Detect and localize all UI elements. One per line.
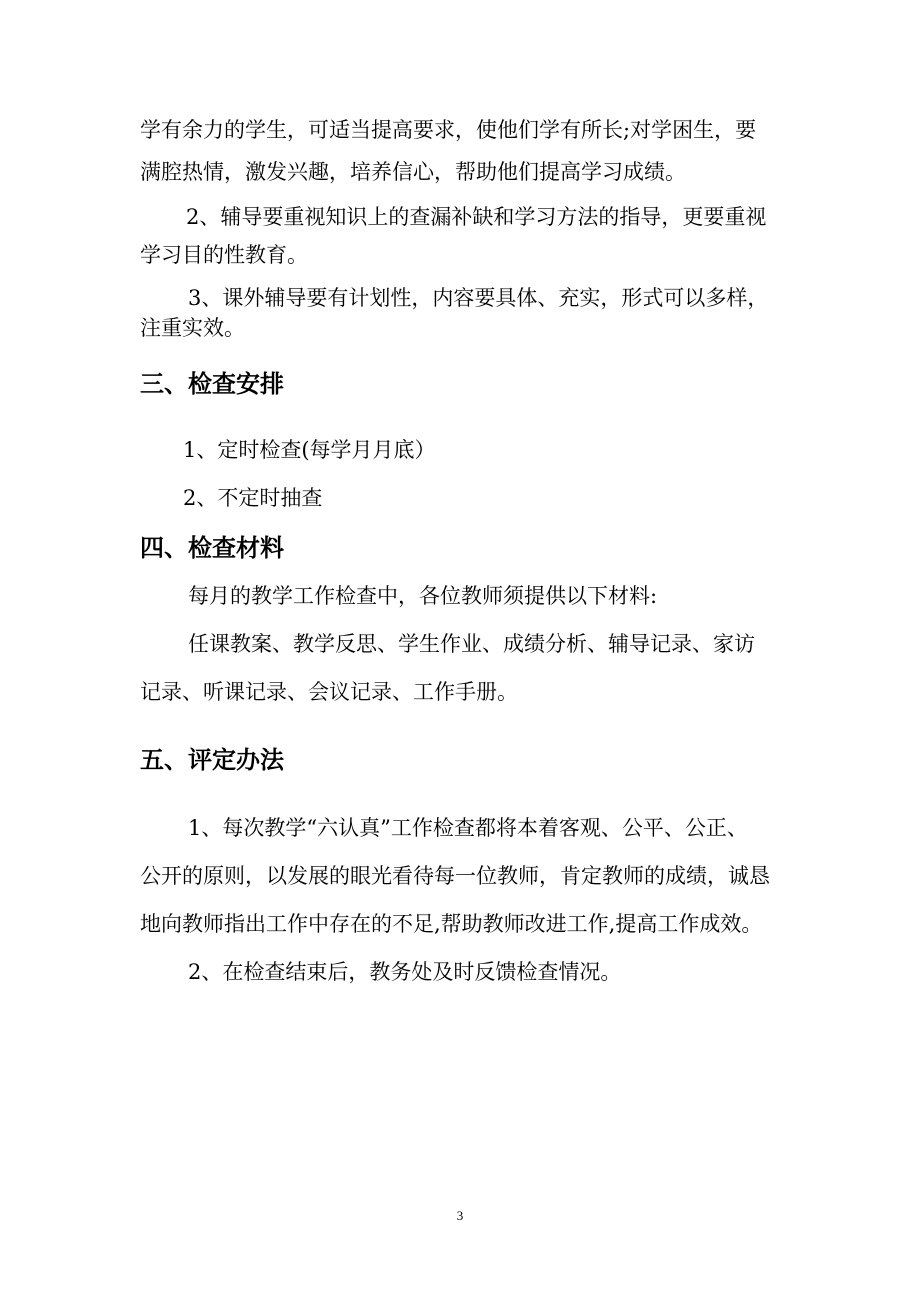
list-item: 1、定时检查(每学月月底）	[183, 438, 436, 462]
list-item-line: 1、每次教学“六认真”工作检查都将本着客观、公平、公正、	[188, 816, 748, 840]
list-item-line: 地向教师指出工作中存在的不足,帮助教师改进工作,提高工作成效。	[140, 912, 763, 936]
list-item-line: 2、辅导要重视知识上的查漏补缺和学习方法的指导，更要重视	[186, 205, 767, 229]
section-heading: 四、检查材料	[140, 533, 284, 562]
section-heading: 五、评定办法	[140, 745, 284, 774]
list-item-line: 公开的原则，以发展的眼光看待每一位教师，肯定教师的成绩，诚恳	[140, 864, 770, 888]
paragraph-line: 满腔热情，激发兴趣，培养信心，帮助他们提高学习成绩。	[140, 160, 686, 184]
list-item-line: 学习目的性教育。	[140, 243, 308, 267]
list-item-line: 3、课外辅导要有计划性，内容要具体、充实，形式可以多样，	[188, 286, 769, 310]
paragraph-line: 每月的教学工作检查中，各位教师须提供以下材料:	[188, 584, 658, 608]
list-item-line: 注重实效。	[140, 316, 245, 340]
paragraph-line: 记录、听课记录、会议记录、工作手册。	[140, 680, 518, 704]
list-item: 2、不定时抽查	[183, 486, 323, 510]
list-item: 2、在检查结束后，教务处及时反馈检查情况。	[188, 960, 622, 984]
page-number: 3	[456, 1208, 464, 1223]
section-heading: 三、检查安排	[140, 369, 284, 398]
paragraph-line: 学有余力的学生，可适当提高要求，使他们学有所长;对学困生，要	[140, 118, 757, 142]
paragraph-line: 任课教案、教学反思、学生作业、成绩分析、辅导记录、家访	[188, 632, 755, 656]
